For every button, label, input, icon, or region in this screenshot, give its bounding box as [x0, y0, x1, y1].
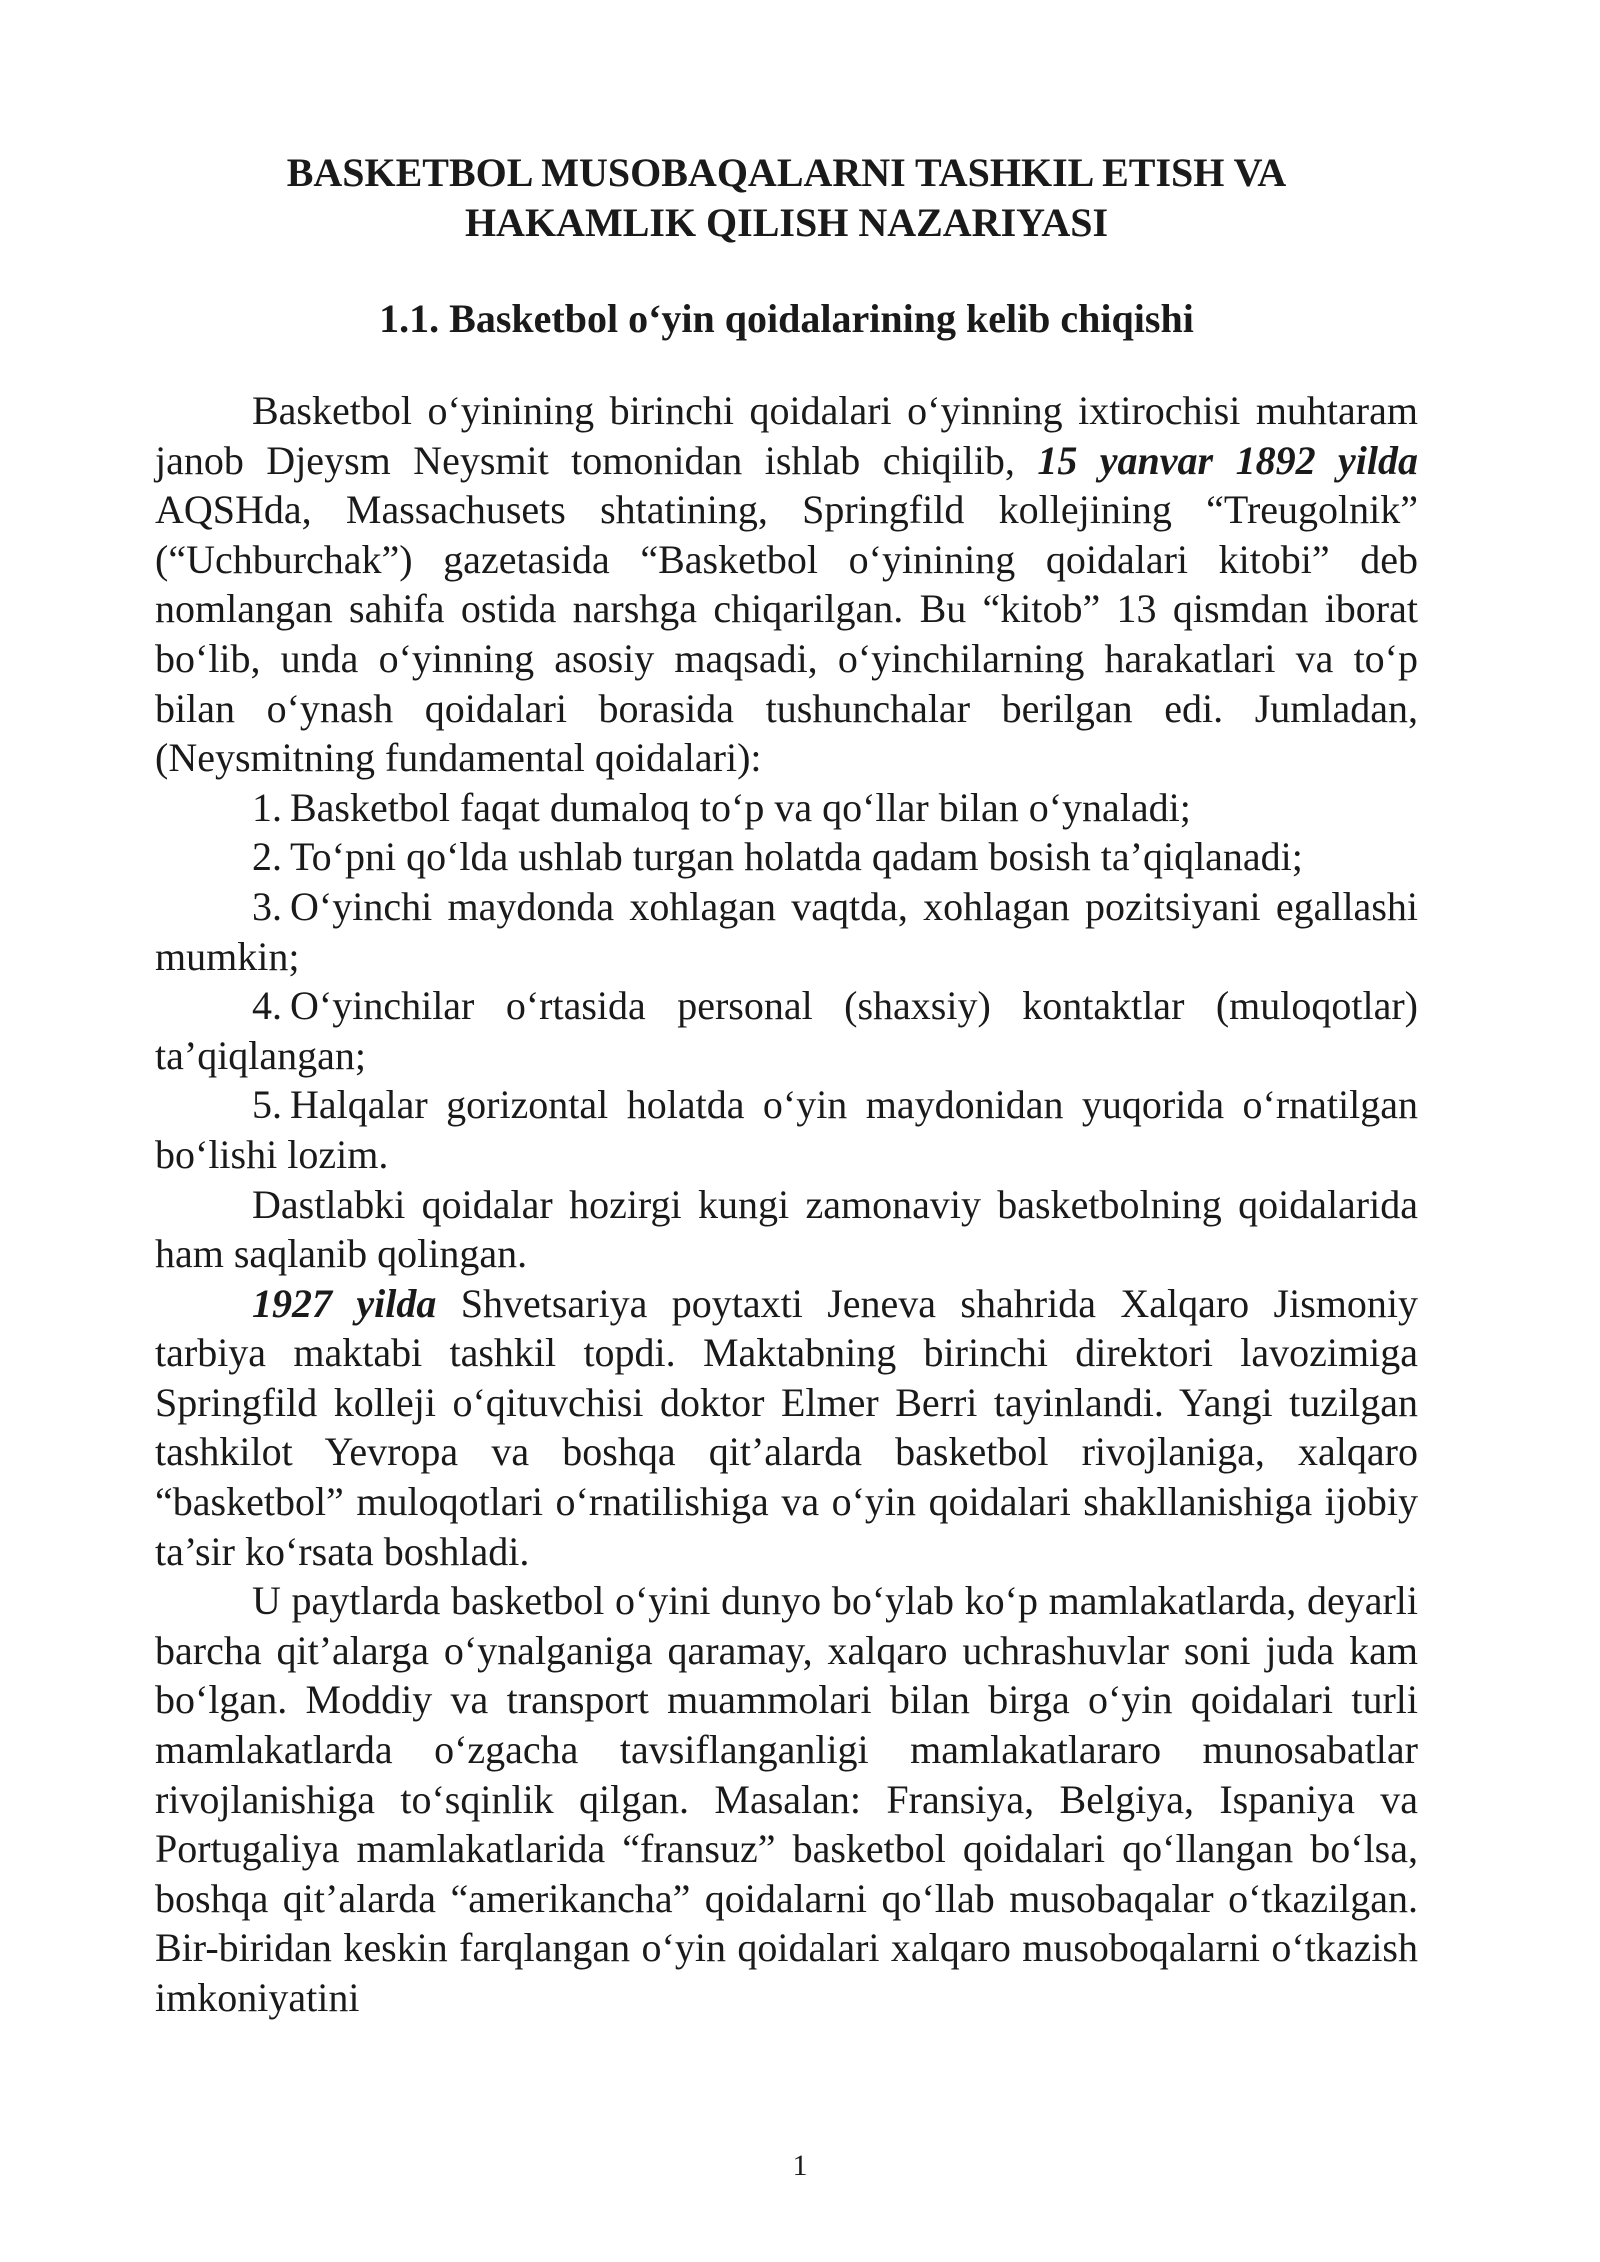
page-number: 1	[792, 2149, 808, 2182]
rules-list	[155, 783, 1418, 1180]
document-title-line-1: BASKETBOL MUSOBAQALARNI TASHKIL ETISH VA	[286, 150, 1287, 195]
rule-item	[155, 981, 1418, 1080]
rule-text: To‘pni qo‘lda ushlab turgan holatda qadam bosish ta’qiqlanadi;	[290, 834, 1303, 880]
paragraph-intro-text-1: Basketbol o‘yinining birinchi qoidalari o‘yinning ixtirochisi muhtaram janob Djeysm Neysmit tomonidan ishlab chiqilib,	[155, 388, 1418, 483]
paragraph-intro-text-2: AQSHda, Massachusets shtatining, Springfild kollejining “Treugolnik” (“Uchburchak”) gazetasida “Basketbol o‘yinining qoidalari kitobi” deb nomlangan sahifa ostida narshga chiqarilgan. Bu “kitob” 13 qismdan iborat bo‘lib, unda o‘yinning asosiy maqsadi, o‘yinchilarning harakatlari va to‘p bilan o‘ynash qoidalari borasida tushunchalar berilgan edi. Jumladan, (Neysmitning fundamental qoidalari):	[155, 487, 1418, 781]
paragraph-1927	[155, 1279, 1418, 1577]
paragraph-intro	[155, 386, 1418, 783]
rule-item	[155, 832, 1418, 882]
document-title	[155, 148, 1418, 248]
date-highlight: 15 yanvar 1892 yilda	[1037, 437, 1418, 483]
rule-text: Halqalar gorizontal holatda o‘yin maydonidan yuqorida o‘rnatilgan bo‘lishi lozim.	[155, 1082, 1418, 1177]
rule-number: 3.	[252, 883, 282, 929]
rule-item	[155, 882, 1418, 981]
rule-text: O‘yinchi maydonda xohlagan vaqtda, xohlagan pozitsiyani egallashi mumkin;	[155, 883, 1418, 979]
date-highlight: 1927 yilda	[252, 1280, 437, 1326]
paragraph-1927-text: Shvetsariya poytaxti Jeneva shahrida Xalqaro Jismoniy tarbiya maktabi tashkil topdi. Maktabning birinchi direktori lavozimiga Springfild kolleji o‘qituvchisi doktor Elmer Berri tayinlandi. Yangi tuzilgan tashkilot Yevropa va boshqa qit’alarda basketbol rivojlaniga, xalqaro “basketbol” muloqotlari o‘rnatilishiga va o‘yin qoidalari shakllanishiga ijobiy ta’sir ko‘rsata boshladi.	[155, 1280, 1419, 1574]
rule-number: 5.	[252, 1082, 282, 1128]
paragraph-international: U paytlarda basketbol o‘yini dunyo bo‘ylab ko‘p mamlakatlarda, deyarli barcha qit’alarga o‘ynalganiga qaramay, xalqaro uchrashuvlar soni juda kam bo‘lgan. Moddiy va transport muammolari bilan birga o‘yin qoidalari turli mamlakatlarda o‘zgacha tavsiflanganligi mamlakatlararo munosabatlar rivojlanishiga to‘sqinlik qilgan. Masalan: Fransiya, Belgiya, Ispaniya va Portugaliya mamlakatlarida “fransuz” basketbol qoidalari qo‘llangan bo‘lsa, boshqa qit’alarda “amerikancha” qoidalarni qo‘llab musobaqalar o‘tkazilgan. Bir-biridan keskin farqlangan o‘yin qoidalari xalqaro musoboqalarni o‘tkazish imkoniyatini	[155, 1578, 1418, 2020]
rule-text: Basketbol faqat dumaloq to‘p va qo‘llar bilan o‘ynaladi;	[290, 784, 1191, 830]
section-heading: 1.1. Basketbol o‘yin qoidalarining kelib chiqishi	[379, 296, 1194, 341]
rule-number: 1.	[252, 784, 282, 830]
document-title-line-2: HAKAMLIK QILISH NAZARIYASI	[464, 200, 1109, 245]
rule-number: 4.	[252, 983, 282, 1029]
rule-item	[155, 1080, 1418, 1179]
rule-text: O‘yinchilar o‘rtasida personal (shaxsiy) kontaktlar (muloqotlar) ta’qiqlangan;	[155, 983, 1418, 1078]
rule-item	[155, 783, 1418, 833]
rule-number: 2.	[252, 834, 282, 880]
paragraph-early-rules: Dastlabki qoidalar hozirgi kungi zamonaviy basketbolning qoidalarida ham saqlanib qolingan.	[155, 1181, 1418, 1277]
document-body	[155, 386, 1418, 2023]
